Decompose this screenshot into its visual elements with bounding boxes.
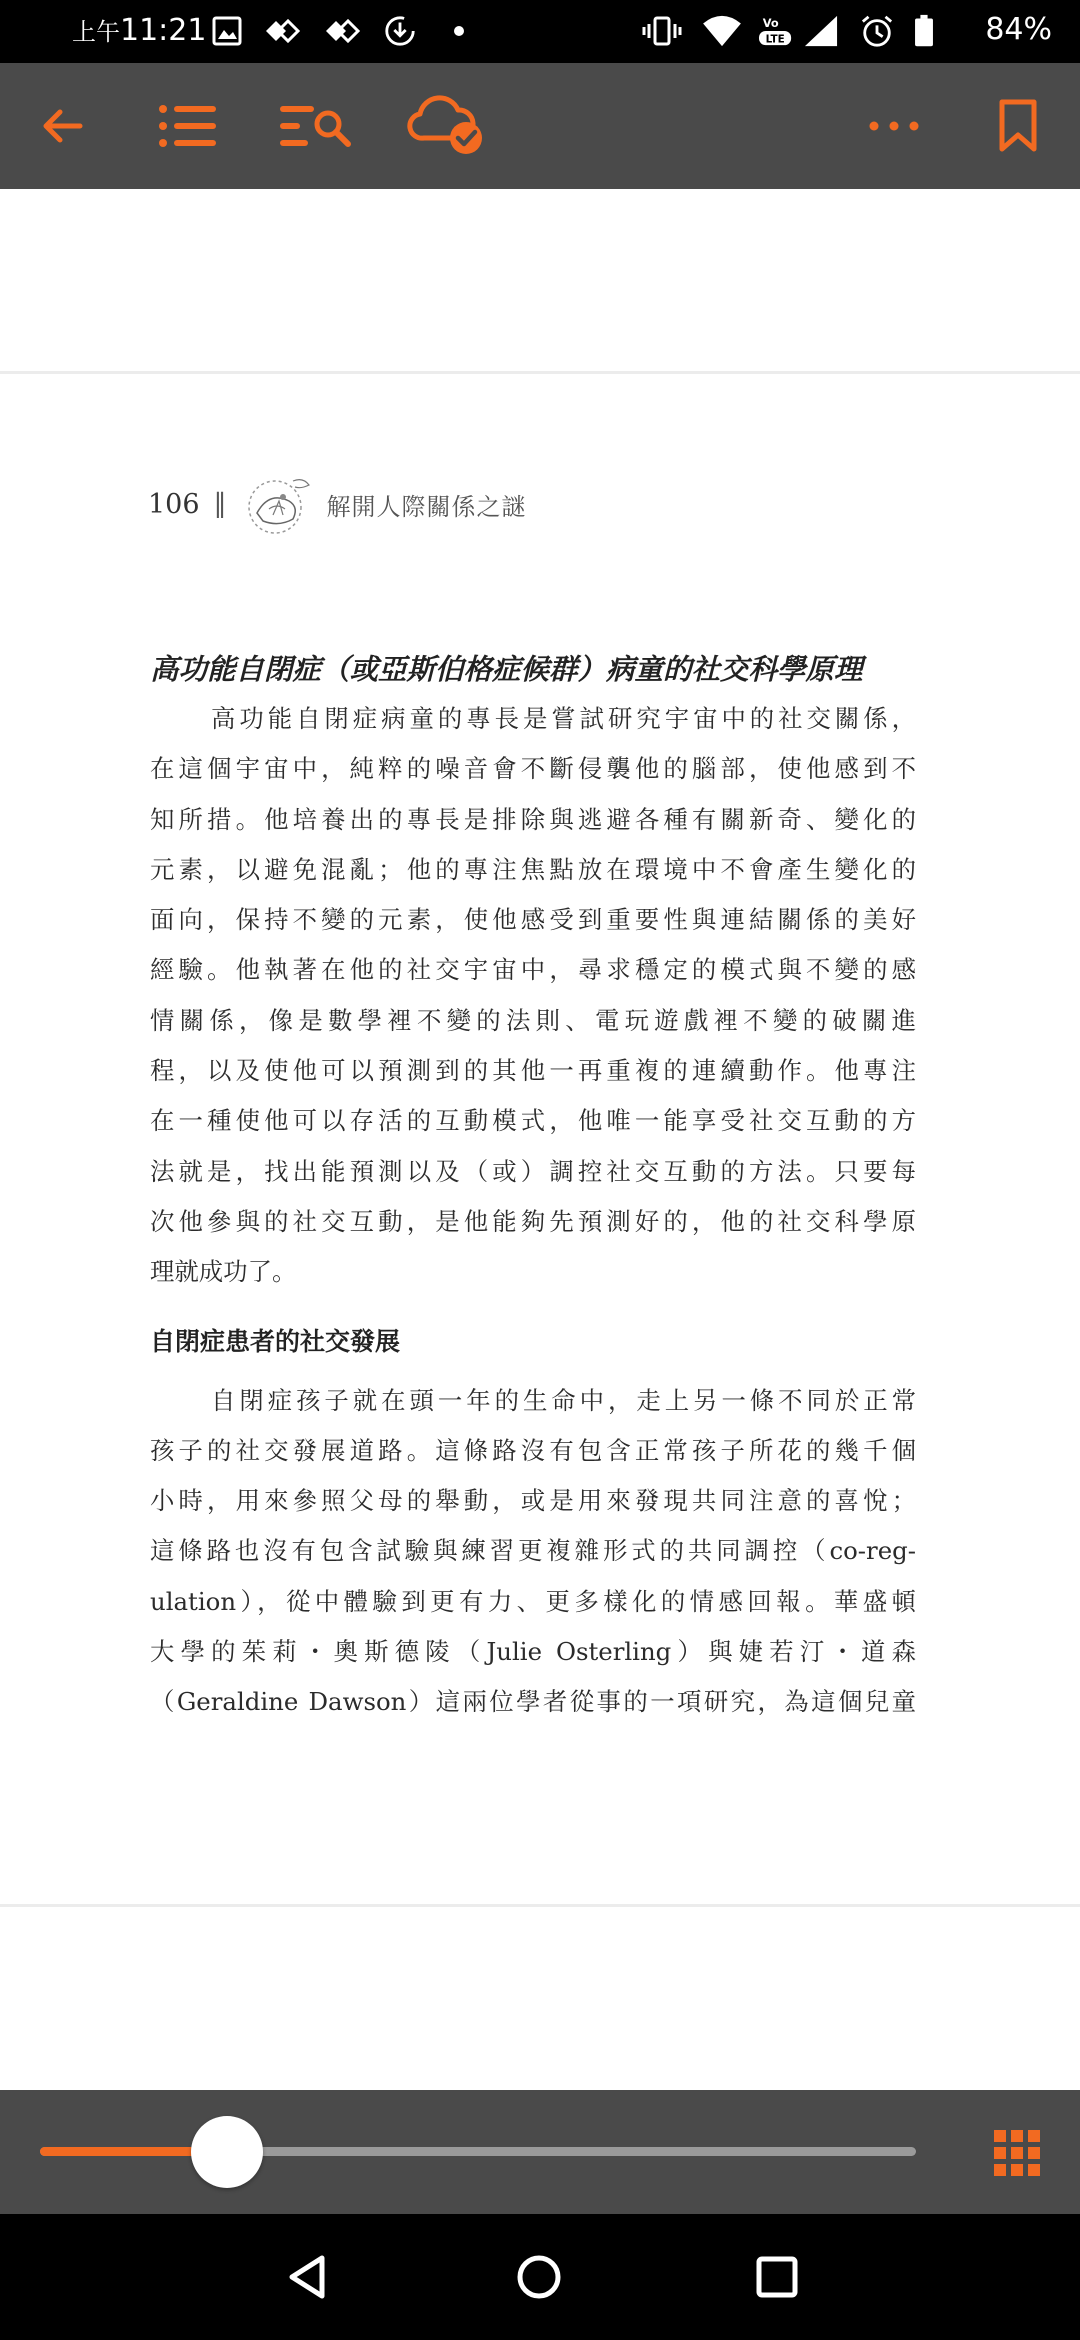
decorative-emblem-icon	[239, 471, 319, 537]
nav-recents-icon[interactable]	[752, 2252, 802, 2302]
previous-page-area	[0, 189, 1080, 371]
text-line: 法就是，找出能預測以及（或）調控社交互動的方法。只要每	[150, 1156, 916, 1186]
svg-text:Vo: Vo	[762, 16, 779, 31]
signal-app-icon	[262, 14, 302, 48]
text-line: 高功能自閉症病童的專長是嘗試研究宇宙中的社交關係，	[211, 704, 916, 733]
battery-icon	[912, 14, 936, 48]
text-line: 面向，保持不變的元素，使他感受到重要性與連結關係的美好	[150, 905, 916, 935]
page-grid-button[interactable]	[992, 2128, 1042, 2182]
text-line: 孩子的社交發展道路。這條路沒有包含正常孩子所花的幾千個	[150, 1435, 916, 1465]
reader-bottom-bar	[0, 2090, 1080, 2214]
page-content	[150, 644, 916, 1728]
wifi-icon	[700, 14, 744, 48]
paragraph-2	[150, 1376, 916, 1728]
book-page[interactable]	[0, 374, 1080, 1904]
vibrate-icon	[642, 14, 682, 48]
table-of-contents-icon	[158, 103, 218, 149]
cloud-sync-button[interactable]	[404, 63, 488, 189]
status-time: 上午11:21	[72, 13, 207, 48]
section-title: 高功能自閉症（或亞斯伯格症候群）病童的社交科學原理	[150, 652, 863, 686]
book-title: 解開人際關係之謎	[326, 492, 527, 521]
svg-text:LTE: LTE	[765, 33, 785, 46]
status-bar	[0, 0, 1080, 63]
more-options-icon	[868, 120, 920, 132]
head-divider: ‖	[213, 489, 227, 519]
text-line: 次他參與的社交互動，是他能夠先預測好的，他的社交科學原	[150, 1206, 916, 1236]
subheading: 自閉症患者的社交發展	[150, 1326, 401, 1356]
progress-slider-thumb[interactable]	[191, 2116, 263, 2188]
signal-app-icon	[322, 14, 362, 48]
search-in-book-button[interactable]	[278, 63, 354, 189]
text-line: 在一種使他可以存活的互動模式，他唯一能享受社交互動的方	[150, 1106, 916, 1136]
back-arrow-icon	[40, 104, 84, 148]
text-line: 這條路也沒有包含試驗與練習更複雜形式的共同調控（co-reg-	[150, 1536, 916, 1566]
text-line: 程，以及使他可以預測到的其他一再重複的連續動作。他專注	[150, 1056, 916, 1086]
back-button[interactable]	[30, 63, 94, 189]
text-line: ulation），從中體驗到更有力、更多樣化的情感回報。華盛頓	[150, 1586, 916, 1616]
more-options-button[interactable]	[862, 63, 926, 189]
battery-percent: 84%	[985, 12, 1052, 47]
text-line: （Geraldine Dawson）這兩位學者從事的一項研究，為這個兒童	[150, 1687, 916, 1717]
text-line: 理就成功了。	[150, 1257, 297, 1287]
alarm-icon	[858, 14, 896, 48]
bookmark-icon	[998, 99, 1038, 153]
paragraph-1	[150, 694, 916, 1298]
dot-icon	[452, 14, 466, 48]
download-icon	[382, 14, 418, 48]
text-line: 知所措。他培養出的專長是排除與逃避各種有關新奇、變化的	[150, 804, 916, 834]
nav-back-icon[interactable]	[282, 2252, 332, 2302]
table-of-contents-button[interactable]	[156, 63, 220, 189]
search-in-book-icon	[278, 103, 354, 149]
nav-home-icon[interactable]	[514, 2252, 564, 2302]
text-line: 小時，用來參照父母的舉動，或是用來發現共同注意的喜悅；	[150, 1486, 916, 1516]
page-grid-icon	[992, 2128, 1042, 2178]
running-head	[148, 469, 527, 539]
next-page-area	[0, 1907, 1080, 2090]
page-number: 106	[148, 488, 200, 520]
bookmark-button[interactable]	[986, 63, 1050, 189]
text-line: 情關係，像是數學裡不變的法則、電玩遊戲裡不變的破關進	[150, 1005, 916, 1035]
text-line: 元素，以避免混亂；他的專注焦點放在環境中不會產生變化的	[150, 854, 916, 884]
text-line: 大學的茱莉・奧斯德陵（Julie Osterling）與婕若汀・道森	[150, 1637, 916, 1667]
gallery-icon	[212, 14, 242, 48]
reader-toolbar	[0, 63, 1080, 189]
text-line: 在這個宇宙中，純粹的噪音會不斷侵襲他的腦部，使他感到不	[150, 754, 916, 784]
system-nav-bar	[0, 2214, 1080, 2340]
cell-signal-icon	[802, 14, 840, 48]
volte-icon	[756, 14, 796, 48]
cloud-sync-done-icon	[404, 94, 488, 158]
text-line: 自閉症孩子就在頭一年的生命中，走上另一條不同於正常	[211, 1385, 916, 1415]
text-line: 經驗。他執著在他的社交宇宙中，尋求穩定的模式與不變的感	[150, 955, 916, 985]
